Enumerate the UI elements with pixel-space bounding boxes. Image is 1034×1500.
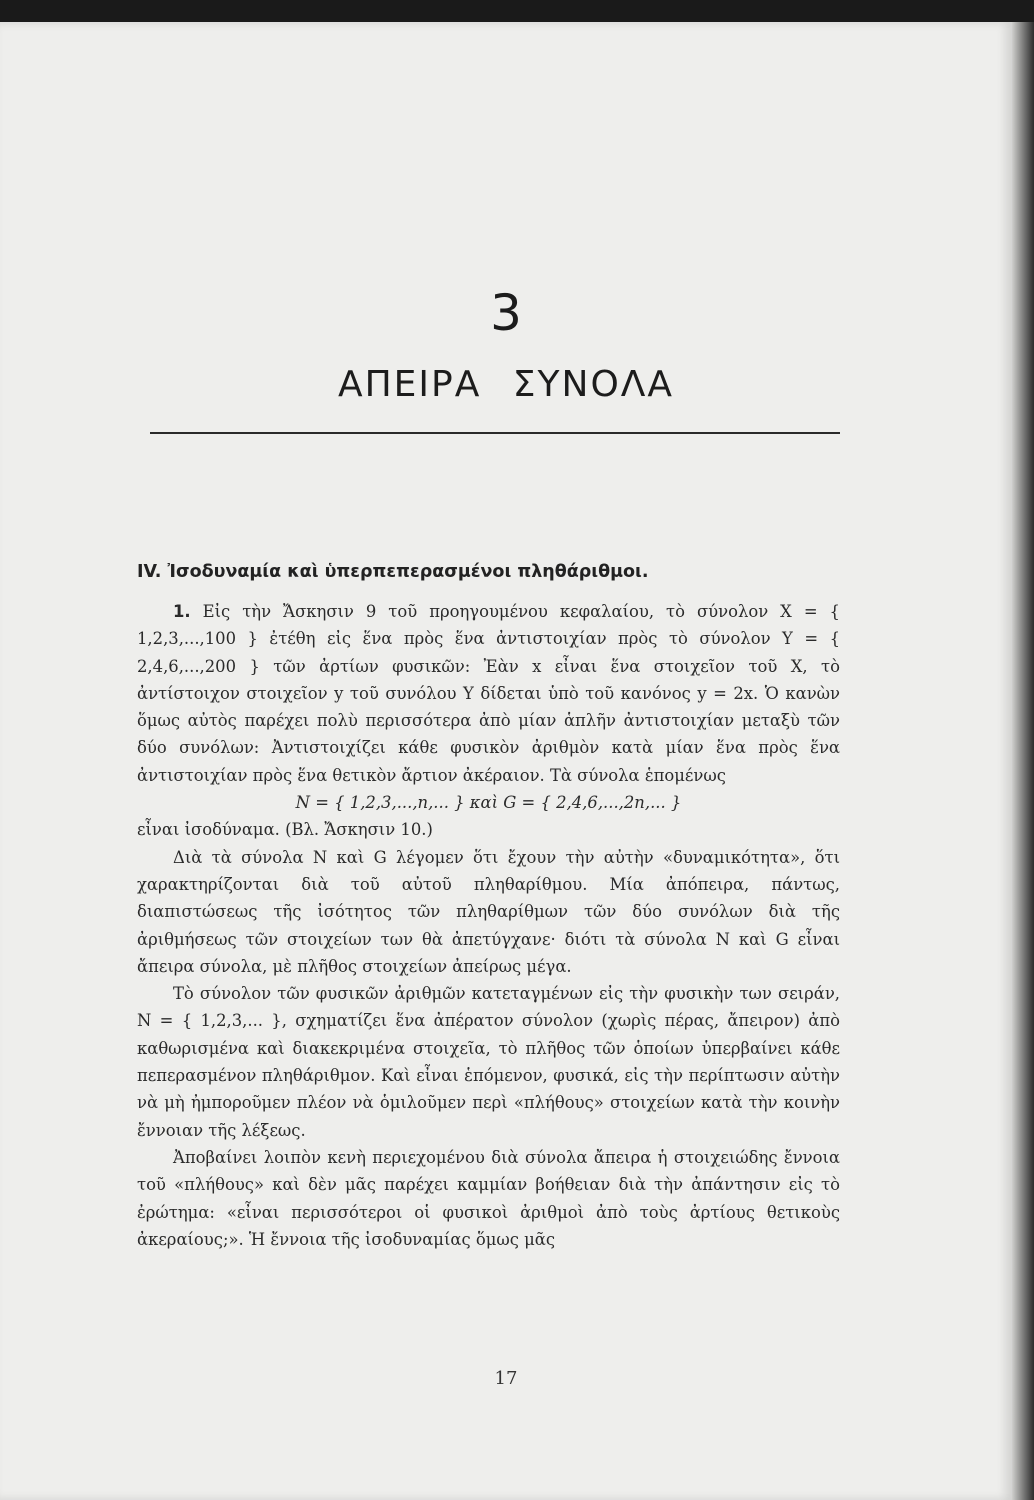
paragraph-1-text: Εἰς τὴν Ἄσκησιν 9 τοῦ προηγουμένου κεφαλαίου, τὸ σύνολον X = { 1,2,3,...,100 } ἐτέθη εἰς ἕνα πρὸς ἕνα ἀντιστοιχίαν πρὸς τὸ σύνολον Y = { 2,4,6,...,200 } τῶν ἀρτίων φυσικῶν: Ἐὰν x εἶναι ἕνα στοιχεῖον τοῦ X, τὸ ἀντίστοιχον στοιχεῖον y τοῦ συνόλου Y δίδεται ὑπὸ τοῦ κανόνος y = 2x. Ὁ κανὼν ὅμως αὐτὸς παρέχει πολὺ περισσότερα ἀπὸ μίαν ἁπλῆν ἀντιστοιχίαν μεταξὺ τῶν δύο συνόλων: Ἀντιστοιχίζει κάθε φυσικὸν ἀριθμὸν κατὰ μίαν ἕνα πρὸς ἕνα ἀντιστοιχίαν πρὸς ἕνα θετικὸν ἄρτιον ἀκέραιον. Τὰ σύνολα ἑπομένως bbox=[137, 602, 840, 785]
paragraph-5: Ἀποβαίνει λοιπὸν κενὴ περιεχομένου διὰ σύνολα ἄπειρα ἡ στοιχειώδης ἔννοια τοῦ «πλήθους» καὶ δὲν μᾶς παρέχει καμμίαν βοήθειαν διὰ τὴν ἀπάντησιν εἰς τὸ ἐρώτημα: «εἶναι περισσότεροι οἱ φυσικοὶ ἀριθμοὶ ἀπὸ τοὺς ἀρτίους θετικοὺς ἀκεραίους;». Ἡ ἔννοια τῆς ἰσοδυναμίας ὅμως μᾶς bbox=[137, 1147, 840, 1249]
body-text bbox=[137, 598, 840, 1253]
paragraph-number: 1. bbox=[173, 602, 191, 621]
chapter-number: 3 bbox=[490, 284, 522, 342]
page-number: 17 bbox=[494, 1368, 518, 1389]
title-rule bbox=[150, 432, 840, 434]
book-page bbox=[0, 22, 1012, 1500]
paragraph-3: Διὰ τὰ σύνολα N καὶ G λέγομεν ὅτι ἔχουν τὴν αὐτὴν «δυναμικότητα», ὅτι χαρακτηρίζονται διὰ τοῦ αὐτοῦ πληθαρίθμου. Μία ἀπόπειρα, πάντως, διαπιστώσεως τῆς ἰσότητος τῶν πληθαρίθμων τῶν δύο συνόλων διὰ τῆς ἀριθμήσεως τῶν στοιχείων των θὰ ἀπετύγχανε· διότι τὰ σύνολα N καὶ G εἶναι ἄπειρα σύνολα, μὲ πλῆθος στοιχείων ἀπείρως μέγα. bbox=[137, 847, 840, 976]
chapter-title: ΑΠΕΙΡΑ ΣΥΝΟΛΑ bbox=[337, 364, 675, 405]
formula-line: N = { 1,2,3,...,n,... } καὶ G = { 2,4,6,...,2n,... } bbox=[295, 793, 682, 813]
scan-top-border bbox=[0, 0, 1034, 22]
scan-right-edge bbox=[1012, 22, 1034, 1500]
paragraph-4: Τὸ σύνολον τῶν φυσικῶν ἀριθμῶν κατεταγμένων εἰς τὴν φυσικὴν των σειράν, N = { 1,2,3,... }, σχηματίζει ἕνα ἀπέρατον σύνολον (χωρὶς πέρας, ἄπειρον) ἀπὸ καθωρισμένα καὶ διακεκριμένα στοιχεῖα, τὸ πλῆθος τῶν ὁποίων ὑπερβαίνει κάθε πεπερασμένον πληθάριθμον. Καὶ εἶναι ἑπόμενον, φυσικά, εἰς τὴν περίπτωσιν αὐτὴν νὰ μὴ ἠμποροῦμεν πλέον νὰ ὁμιλοῦμεν περὶ «πλήθους» στοιχείων κατὰ τὴν κοινὴν ἔννοιαν τῆς λέξεως. bbox=[137, 984, 840, 1140]
paragraph-2: εἶναι ἰσοδύναμα. (Βλ. Ἄσκησιν 10.) bbox=[137, 820, 433, 840]
section-heading: IV. Ἰσοδυναμία καὶ ὑπερπεπερασμένοι πληθάριθμοι. bbox=[137, 562, 649, 582]
paragraph-1 bbox=[137, 598, 840, 789]
